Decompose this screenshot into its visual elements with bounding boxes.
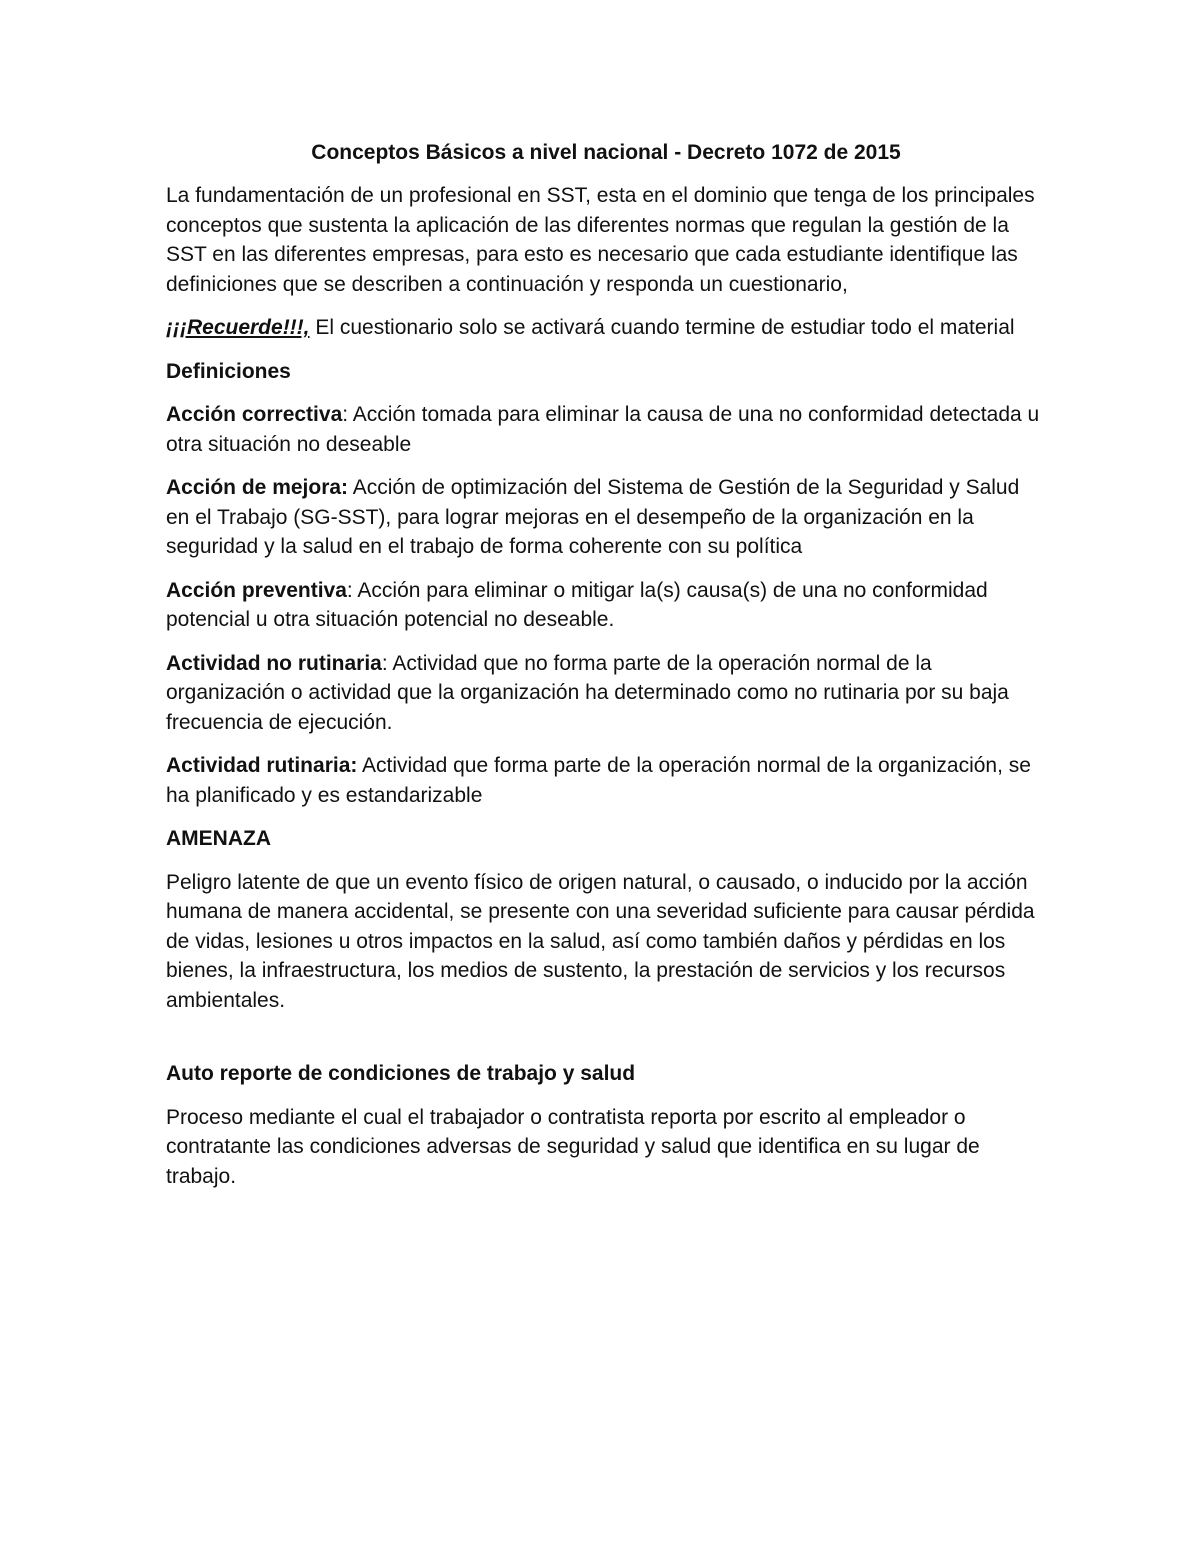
definition-separator: : (381, 651, 388, 675)
document-page (166, 138, 1046, 1205)
definition-term: Actividad no rutinaria (166, 651, 382, 675)
definition-item (166, 473, 1046, 562)
definition-item (166, 751, 1046, 810)
definition-text: Acción para eliminar o mitigar la(s) causa(s) de una no conformidad potencial u otra situación potencial no deseable. (166, 578, 988, 631)
definition-item (166, 400, 1046, 459)
definition-text: Actividad que forma parte de la operación normal de la organización, se ha planificado y es estandarizable (166, 754, 1031, 807)
definition-text: Acción tomada para eliminar la causa de una no conformidad detectada u otra situación no deseable (166, 403, 1040, 456)
definition-item (166, 649, 1046, 738)
section-spacer (166, 1029, 1046, 1059)
definition-term: Acción preventiva (166, 578, 347, 602)
definitions-heading: Definiciones (166, 359, 291, 383)
document-title: Conceptos Básicos a nivel nacional - Decreto 1072 de 2015 (311, 141, 901, 164)
definition-separator: : (346, 578, 353, 602)
definition-term: Acción de mejora: (166, 476, 349, 499)
autoreporte-heading: Auto reporte de condiciones de trabajo y salud (166, 1062, 636, 1085)
amenaza-paragraph: Peligro latente de que un evento físico de origen natural, o causado, o inducido por la acción humana de manera accidental, se presente con una severidad suficiente para causar pérdida de vidas, lesiones u otros impactos en la salud, así como también daños y pérdidas en los bienes, la infraestructura, los medios de sustento, la prestación de servicios y los recursos ambientales. (166, 870, 1035, 1012)
definition-term: Acción correctiva (166, 403, 343, 426)
reminder-paragraph (166, 313, 1046, 343)
definition-text: Acción de optimización del Sistema de Gestión de la Seguridad y Salud en el Trabajo (SG-SST), para lograr mejoras en el desempeño de la organización en la seguridad y la salud en el trabajo de forma coherente con su política (166, 476, 1020, 558)
definition-item (166, 576, 1046, 635)
reminder-label: ¡¡¡Recuerde!!!, (166, 316, 310, 339)
reminder-text: El cuestionario solo se activará cuando termine de estudiar todo el material (309, 316, 1015, 339)
definition-separator: : (342, 403, 349, 426)
amenaza-heading: AMENAZA (166, 827, 271, 850)
autoreporte-paragraph: Proceso mediante el cual el trabajador o contratista reporta por escrito al empleador o contratante las condiciones adversas de seguridad y salud que identifica en su lugar de trabajo. (166, 1105, 980, 1188)
definition-text: Actividad que no forma parte de la operación normal de la organización o actividad que la organización ha determinado como no rutinaria por su baja frecuencia de ejecución. (166, 651, 1009, 734)
intro-paragraph: La fundamentación de un profesional en SST, esta en el dominio que tenga de los principales conceptos que sustenta la aplicación de las diferentes normas que regulan la gestión de la SST en las diferentes empresas, para esto es necesario que cada estudiante identifique las definiciones que se describen a continuación y responda un cuestionario, (166, 184, 1035, 296)
definition-term: Actividad rutinaria: (166, 754, 358, 777)
